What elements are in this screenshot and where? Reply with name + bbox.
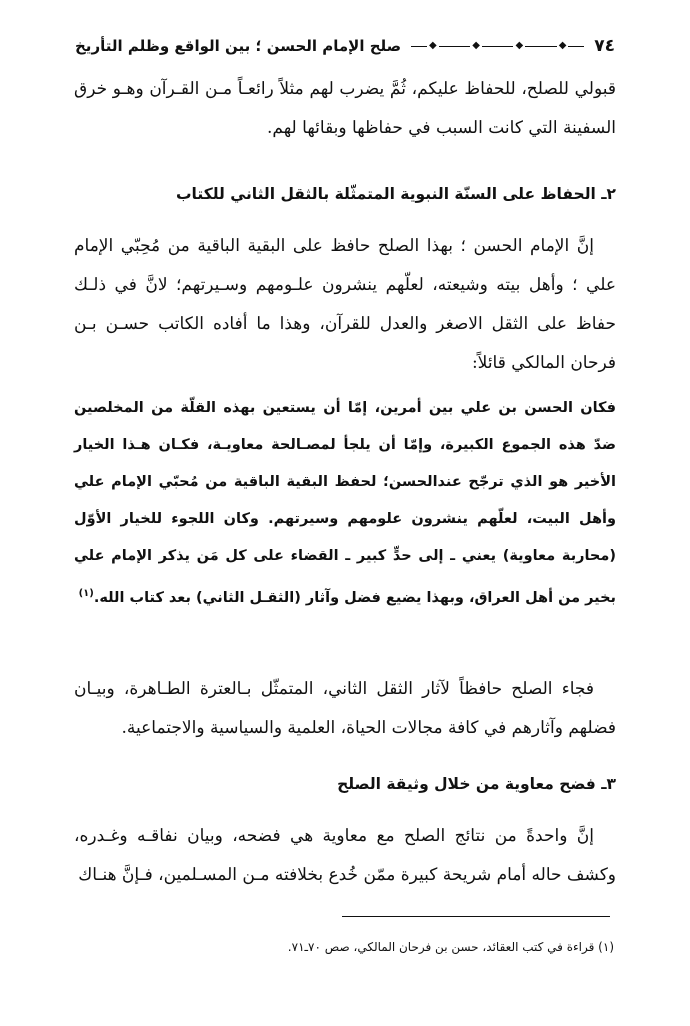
diamond-icon: ◆: [428, 40, 437, 51]
footnote: (١) قراءة في كتب العقائد، حسن بن فرحان المالكي، صص ٧٠ـ٧١.: [287, 940, 614, 954]
body-paragraph: إنَّ الإمام الحسن ؛ بهذا الصلح حافظ على البقية الباقية من مُحِبّي الإمام علي ؛ وأهل بيته وشيعته، لعلّهم ينشرون علـومهم وسـيرتهم؛ لانَّ في ذلـك حفاظ على الثقل الاصغر والعدل للقرآن، وهذا ما أفاده الكاتب حسـن بـن فرحان المالكي قائلاً:: [74, 236, 616, 373]
running-title: صلح الإمام الحسن ؛ بين الواقع وظلم التأريخ: [75, 37, 402, 55]
section-3-block: [74, 767, 616, 801]
diamond-icon: ◆: [515, 40, 524, 51]
section-heading: ٢ـ الحفاظ على السنّة النبوية المتمثّلة بالثقل الثاني للكتاب: [175, 185, 616, 203]
quote-paragraph: [74, 390, 616, 617]
footnote-ref: (١): [78, 588, 94, 599]
intro-paragraph: قبولي للصلح، للحفاظ عليكم، ثُمَّ يضرب لهم مثلاً رائعـاً مـن القـرآن وهـو خرق السفينة التي كانت السبب في حفاظها وبقائها لهم.: [74, 79, 616, 138]
block-quote: [74, 390, 616, 617]
body-paragraph: فجاء الصلح حافظاً لآثار الثقل الثاني، المتمثّل بـالعترة الطـاهرة، وبيـان فضلهم وآثارهم في كافة مجالات الحياة، العلمية والسياسية والاجتماعية.: [74, 679, 616, 738]
section-2-body: [74, 227, 616, 383]
section-2-block: [74, 177, 616, 211]
diamond-icon: ◆: [558, 40, 567, 51]
intro-block: [74, 70, 616, 148]
footnote-divider: [342, 916, 610, 917]
body-paragraph: إنَّ واحدةً من نتائج الصلح مع معاوية هي فضحه، وبيان نفاقـه وغـدره، وكشف حاله أمام شريحة كبيرة ممّن خُدع بخلافته مـن المسـلمين، فـإنَّ هنـاك: [74, 826, 616, 885]
section-3-body: [74, 817, 616, 895]
section-heading: ٣ـ فضح معاوية من خلال وثيقة الصلح: [337, 775, 616, 793]
page-header: [75, 30, 615, 62]
quote-text: فكان الحسن بن علي بين أمرين، إمّا أن يستعين بهذه القلّة من المخلصين ضدّ هذه الجموع الكبيرة، وإمّا أن يلجأ لمصـالحة معاويـة، فكـان هـذا الخيار الأخير هو الذي ترجّح عندالحسن؛ لحفظ البقية الباقية من مُحبّي الإمام علي وأهل البيت، لعلّهم ينشرون علومهم وسيرتهم. وكان اللجوء للخيار الأوّل (محاربة معاوية) يعني ـ إلى حدٍّ كبير ـ القضاء على كل مَن يذكر الإمام علي بخير من أهل العراق، وبهذا يضيع فضل وآثار (الثقـل الثاني) بعد كتاب الله.: [74, 400, 616, 606]
diamond-icon: ◆: [472, 40, 480, 51]
page-number: ٧٤: [594, 36, 615, 56]
after-quote-block: [74, 670, 616, 748]
header-ornament: [411, 39, 584, 53]
